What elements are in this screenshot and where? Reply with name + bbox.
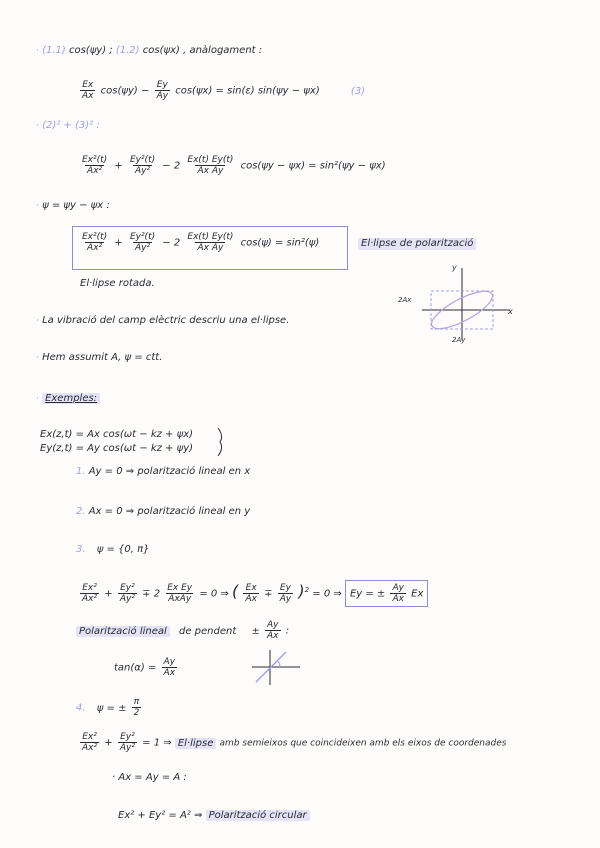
rotated-ellipse-text: El·lipse rotada. <box>80 278 155 289</box>
result-box: Ey = ± $\frac{Ay}{Ax}$ Ex <box>345 580 428 607</box>
equation-3: $\frac{Ex}{Ax}$ cos(ψy) − $\frac{Ey}{Ay}$ cos(ψx) = sin(ε) sin(ψy − ψx) (3) <box>82 80 366 101</box>
linear-slope-line: Polarització lineal de pendent ± $\frac{Ay}{Ax}$ : <box>76 620 289 641</box>
case-3: 3. ψ = {0, π} <box>76 544 150 555</box>
equation-7: $\frac{\text{Ex²}}{\text{Ax²}}$ + $\frac{\text{Ey²}}{\text{Ay²}}$ = 1 ⇒ El·lipse amb semieixos que coincideixen amb els eixos de coordenades <box>82 732 507 753</box>
ref-1-1: (1.1) <box>42 45 66 56</box>
graph-x-label: x <box>508 307 513 316</box>
case-1: 1. Ay = 0 ⇒ polarització lineal en x <box>76 466 251 477</box>
circular-equation: Ex² + Ey² = A² ⇒ Polarització circular <box>118 810 310 822</box>
field-ex: Ex(z,t) = Ax cos(ωt − kz + ψx) <box>40 429 194 440</box>
tan-equation: tan(α) = $\frac{Ay}{Ax}$ <box>114 657 176 678</box>
step-2-label: · (2)² + (3)² : <box>36 120 100 131</box>
equation-6: $\frac{\text{Ex²}}{\text{Ax²}}$ + $\frac{\text{Ey²}}{\text{Ay²}}$ ∓ 2 $\frac{\text{Ex Ey}}{\text{AxAy}}$ = 0 ⇒ ( $\frac{Ex}{Ax}$ ∓ $\frac{Ey}{Ay}$ )$^2$ = 0 ⇒ Ey = ± $\frac{Ay}{Ax}$ Ex <box>78 580 428 607</box>
equation-4: $\frac{\text{Ex²(t)}}{\text{Ax²}}$ + $\frac{\text{Ey²(t)}}{\text{Ay²}}$ − 2 $\frac{Ex(t) Ey(t)}{\text{Ax Ay}}$ cos(ψy − ψx) = sin²(ψy − ψx) <box>82 155 386 176</box>
expr-2: cos(ψx) <box>142 45 180 56</box>
examples-title: · Exemples: <box>36 393 100 405</box>
fraction: $\frac{Ex}{Ax}$ <box>82 80 94 101</box>
slope-line <box>256 652 286 682</box>
line-1 <box>36 45 262 57</box>
ellipse-polarization-label: El·lipse de polarització <box>358 238 476 250</box>
graph-ay-label: 2Ay <box>452 336 466 344</box>
graph-y-label: y <box>452 263 457 272</box>
bullet: · <box>36 46 39 56</box>
note: , anàlogament : <box>183 45 263 56</box>
assumption-text: · Hem assumit A, ψ = ctt. <box>36 352 163 363</box>
case-2: 2. Ax = 0 ⇒ polarització lineal en y <box>76 506 251 517</box>
ref-1-2: (1.2) <box>115 45 140 56</box>
sub-condition: · Ax = Ay = A : <box>112 772 187 783</box>
field-ey: Ey(z,t) = Ay cos(ωt − kz + ψy) <box>40 443 194 454</box>
bounding-rect <box>431 291 493 329</box>
equation-5: $\frac{\text{Ex²(t)}}{\text{Ax²}}$ + $\frac{\text{Ey²(t)}}{\text{Ay²}}$ − 2 $\frac{Ex(t) Ey(t)}{\text{Ax Ay}}$ cos(ψ) = sin²(ψ) <box>82 232 320 253</box>
case-4: 4. ψ = ± $\frac{\pi}{2}$ <box>76 697 140 718</box>
expr-1: cos(ψy) ; <box>68 45 113 56</box>
fraction: $\frac{Ey}{Ay}$ <box>156 80 169 101</box>
vibration-text: · La vibració del camp elèctric descriu una el·lipse. <box>36 315 290 326</box>
step-3-label: · ψ = ψy − ψx : <box>36 200 110 211</box>
polarization-ellipse <box>427 284 497 335</box>
ref-3: (3) <box>350 85 366 97</box>
graph-ax-label: 2Ax <box>398 296 412 304</box>
